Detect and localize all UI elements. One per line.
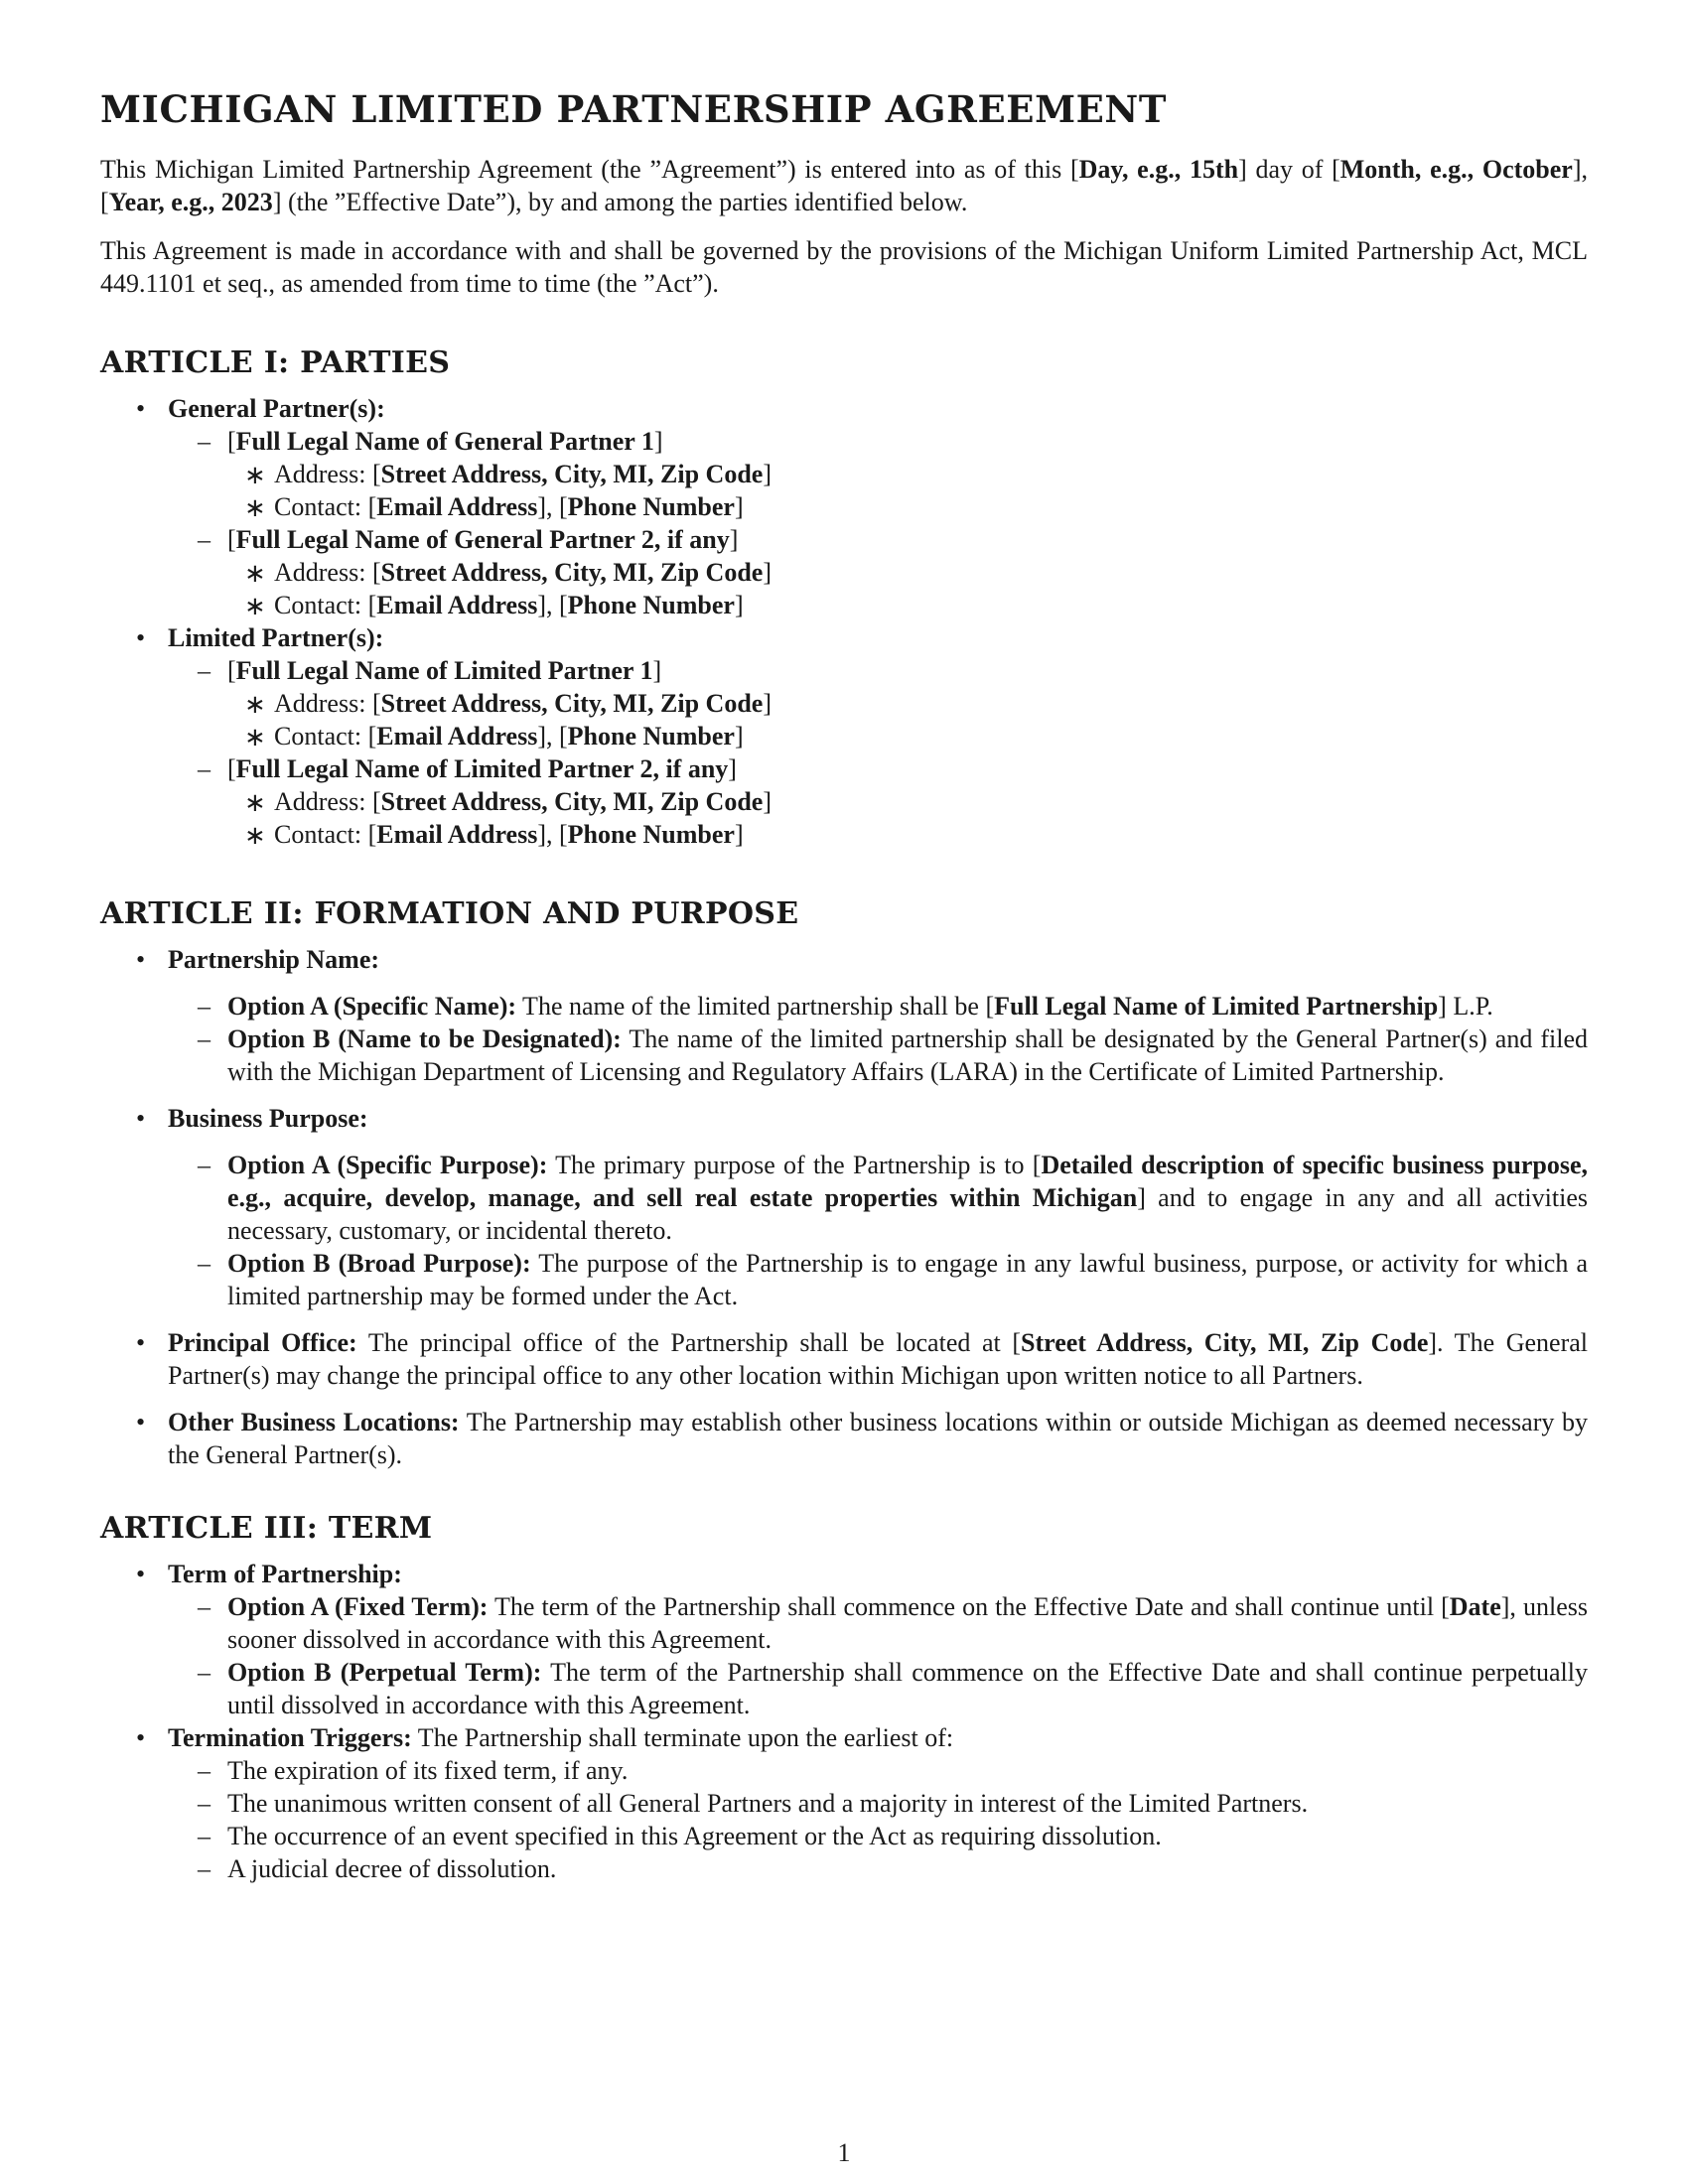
- parties-list: [100, 392, 1588, 851]
- partner-details: [227, 785, 1588, 851]
- day-placeholder: Day, e.g., 15th: [1078, 155, 1239, 184]
- year-placeholder: Year, e.g., 2023: [108, 188, 273, 216]
- partner-contact: ∗ Contact: [Email Address], [Phone Number]: [219, 720, 1588, 752]
- governing-law-paragraph: This Agreement is made in accordance with and shall be governed by the provisions of the Michigan Uniform Limited Partnership Act, MCL 449.1101 et seq., as amended from time to time (the ”Act”).: [100, 236, 1588, 298]
- general-partners-label: General Partner(s):: [168, 394, 385, 423]
- formation-list: [100, 943, 1588, 1471]
- intro-text: This Michigan Limited Partnership Agreement (the ”Agreement”) is entered into as of this [: [100, 155, 1079, 184]
- general-partners-item: [100, 392, 1588, 621]
- intro-paragraph: [100, 153, 1588, 218]
- term-item: • Term of Partnership: – Option A (Fixed Term): The term of the Partnership shall commence on the Effective Date and shall continue until [Date], unless sooner dissolved in accordance with this Agreement. – Option B (Perpetual Term): The term of the Partnership shall commence on the Effective Date and shall continue perpetually until dissolved in accordance with this Agreement.: [100, 1558, 1588, 1721]
- partner-entry: – [Full Legal Name of General Partner 1] ∗ Address: [Street Address, City, MI, Zip Code] ∗ Contact: [Email Address], [Phone Number]: [164, 425, 1588, 523]
- trigger-item: – The unanimous written consent of all General Partners and a majority in interest of the Limited Partners.: [164, 1787, 1588, 1820]
- document-title: MICHIGAN LIMITED PARTNERSHIP AGREEMENT: [100, 87, 1167, 131]
- article-3-heading: ARTICLE III: TERM: [100, 1511, 433, 1546]
- partner-name: Full Legal Name of Limited Partner 1: [235, 656, 653, 685]
- partner-entry: – [Full Legal Name of General Partner 2, if any] ∗ Address: [Street Address, City, MI, Zip Code] ∗ Contact: [Email Address], [Phone Number]: [164, 523, 1588, 621]
- article-2-heading: ARTICLE II: FORMATION AND PURPOSE: [100, 896, 799, 931]
- intro-text: ] day of [: [1238, 155, 1340, 184]
- partner-entry: – [Full Legal Name of Limited Partner 1] ∗ Address: [Street Address, City, MI, Zip Code] ∗ Contact: [Email Address], [Phone Number]: [164, 654, 1588, 752]
- trigger-item: – The expiration of its fixed term, if any.: [164, 1754, 1588, 1787]
- name-option-b: – Option B (Name to be Designated): The name of the limited partnership shall be designated by the General Partner(s) and filed with the Michigan Department of Licensing and Regulatory Affairs (LARA) in the Certificate of Limited Partnership.: [164, 1023, 1588, 1088]
- name-option-a: – Option A (Specific Name): The name of the limited partnership shall be [Full Legal Name of Limited Partnership] L.P.: [164, 990, 1588, 1023]
- partner-details: [227, 556, 1588, 621]
- trigger-item: – The occurrence of an event specified in this Agreement or the Act as requiring dissolution.: [164, 1820, 1588, 1852]
- partner-address: ∗ Address: [Street Address, City, MI, Zip Code]: [219, 785, 1588, 818]
- intro-text: ], [: [100, 155, 1589, 216]
- term-option-a: – Option A (Fixed Term): The term of the Partnership shall commence on the Effective Date and shall continue until [Date], unless sooner dissolved in accordance with this Agreement.: [164, 1590, 1588, 1656]
- termination-triggers-list: [168, 1754, 1588, 1885]
- business-purpose-options: [168, 1149, 1588, 1312]
- general-partners-list: [168, 425, 1588, 621]
- term-option-b: – Option B (Perpetual Term): The term of the Partnership shall commence on the Effective Date and shall continue perpetually until dissolved in accordance with this Agreement.: [164, 1656, 1588, 1721]
- article-1-heading: ARTICLE I: PARTIES: [100, 345, 451, 380]
- partner-entry: – [Full Legal Name of Limited Partner 2, if any] ∗ Address: [Street Address, City, MI, Zip Code] ∗ Contact: [Email Address], [Phone Number]: [164, 752, 1588, 851]
- partner-details: [227, 687, 1588, 752]
- partner-name: Full Legal Name of Limited Partner 2, if any: [235, 754, 729, 783]
- term-list: [100, 1558, 1588, 1885]
- partner-address: ∗ Address: [Street Address, City, MI, Zip Code]: [219, 458, 1588, 490]
- term-options: [168, 1590, 1588, 1721]
- termination-triggers-item: • Termination Triggers: The Partnership shall terminate upon the earliest of: – The expiration of its fixed term, if any. – The unanimous written consent of all General Partners and a majority in interest of the Limited Partners. – The occurrence of an event specified in this Agreement or the Act as requiring dissolution. – A judicial decree of dissolution.: [100, 1721, 1588, 1885]
- business-purpose-item: • Business Purpose: – Option A (Specific Purpose): The primary purpose of the Partnership is to [Detailed description of specific business purpose, e.g., acquire, develop, manage, and sell real estate properties within Michigan] and to engage in any and all activities necessary, customary, or incidental thereto. – Option B (Broad Purpose): The purpose of the Partnership is to engage in any lawful business, purpose, or activity for which a limited partnership may be formed under the Act.: [100, 1102, 1588, 1312]
- partner-address: ∗ Address: [Street Address, City, MI, Zip Code]: [219, 556, 1588, 589]
- partner-name: Full Legal Name of General Partner 2, if any: [235, 525, 730, 554]
- other-locations-item: • Other Business Locations: The Partnership may establish other business locations within or outside Michigan as deemed necessary by the General Partner(s).: [100, 1406, 1588, 1471]
- partner-name: Full Legal Name of General Partner 1: [235, 427, 654, 456]
- trigger-item: – A judicial decree of dissolution.: [164, 1852, 1588, 1885]
- month-placeholder: Month, e.g., October: [1339, 155, 1573, 184]
- limited-partners-list: [168, 654, 1588, 851]
- limited-partners-label: Limited Partner(s):: [168, 623, 384, 652]
- page-number: 1: [837, 2138, 851, 2167]
- partner-contact: ∗ Contact: [Email Address], [Phone Number]: [219, 490, 1588, 523]
- limited-partners-item: [100, 621, 1588, 851]
- partner-address: ∗ Address: [Street Address, City, MI, Zip Code]: [219, 687, 1588, 720]
- purpose-option-a: – Option A (Specific Purpose): The primary purpose of the Partnership is to [Detailed description of specific business purpose, e.g., acquire, develop, manage, and sell real estate properties within Michigan] and to engage in any and all activities necessary, customary, or incidental thereto.: [164, 1149, 1588, 1247]
- partner-contact: ∗ Contact: [Email Address], [Phone Number]: [219, 589, 1588, 621]
- partner-contact: ∗ Contact: [Email Address], [Phone Number]: [219, 818, 1588, 851]
- partnership-name-item: • Partnership Name: – Option A (Specific Name): The name of the limited partnership shall be [Full Legal Name of Limited Partnership] L.P. – Option B (Name to be Designated): The name of the limited partnership shall be designated by the General Partner(s) and filed with the Michigan Department of Licensing and Regulatory Affairs (LARA) in the Certificate of Limited Partnership.: [100, 943, 1588, 1088]
- partner-details: [227, 458, 1588, 523]
- principal-office-item: • Principal Office: The principal office of the Partnership shall be located at [Street Address, City, MI, Zip Code]. The General Partner(s) may change the principal office to any other location within Michigan upon written notice to all Partners.: [100, 1326, 1588, 1392]
- intro-text: ] (the ”Effective Date”), by and among the parties identified below.: [272, 188, 968, 216]
- purpose-option-b: – Option B (Broad Purpose): The purpose of the Partnership is to engage in any lawful business, purpose, or activity for which a limited partnership may be formed under the Act.: [164, 1247, 1588, 1312]
- partnership-name-options: [168, 990, 1588, 1088]
